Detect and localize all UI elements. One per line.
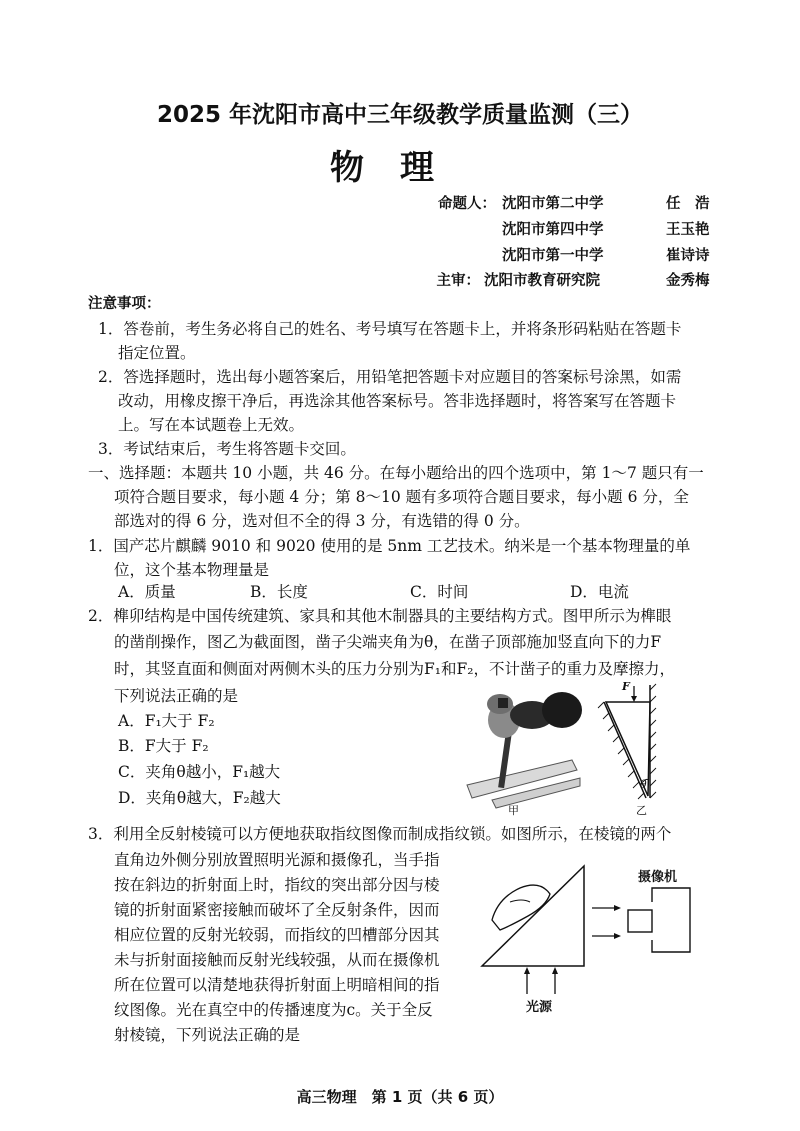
q1-option-d: D．电流 xyxy=(570,583,629,601)
reviewer-role: 主审： xyxy=(436,273,480,289)
subject-title: 物理 xyxy=(330,148,470,188)
section-line: 部选对的得 6 分，选对但不全的得 3 分，有选错的得 0 分。 xyxy=(114,512,530,530)
note-line: 1．答卷前，考生务必将自己的姓名、考号填写在答题卡上，并将条形码粘贴在答题卡 xyxy=(98,320,682,338)
q1-option-c: C．时间 xyxy=(410,583,469,601)
note-line: 上。写在本试题卷上无效。 xyxy=(118,416,305,434)
question-2-stem: 的凿削操作，图乙为截面图，凿子尖端夹角为θ，在凿子顶部施加竖直向下的力F xyxy=(114,633,662,651)
figure-jia-photo xyxy=(462,690,582,815)
author-name: 王玉艳 xyxy=(666,222,710,238)
section-line: 项符合题目要求，每小题 4 分；第 8～10 题有多项符合题目要求，每小题 6 分，全 xyxy=(114,488,689,506)
camera-label: 摄像机 xyxy=(638,870,678,885)
note-line: 改动，用橡皮擦干净后，再选涂其他答案标号。答非选择题时，将答案写在答题卡 xyxy=(118,392,677,410)
q1-option-a: A．质量 xyxy=(118,583,176,601)
question-2-stem: 时，其竖直面和侧面对两侧木头的压力分别为F₁和F₂，不计凿子的重力及摩擦力， xyxy=(114,660,675,678)
question-1-stem: 位，这个基本物理量是 xyxy=(114,561,270,579)
author-name: 任 浩 xyxy=(666,196,710,212)
figure-jia-label: 甲 xyxy=(508,804,519,817)
author-school: 沈阳市第二中学 xyxy=(502,196,604,212)
question-3-stem: 纹图像。光在真空中的传播速度为c。关于全反 xyxy=(114,1001,433,1019)
q2-option-b: B．F大于 F₂ xyxy=(118,737,209,755)
reviewer-school: 沈阳市教育研究院 xyxy=(484,273,600,289)
light-source-label: 光源 xyxy=(526,1000,553,1015)
author-role: 命题人： xyxy=(438,196,496,212)
question-3-stem: 所在位置可以清楚地获得折射面上明暗相间的指 xyxy=(114,976,440,994)
question-3-stem: 射棱镜，下列说法正确的是 xyxy=(114,1026,301,1044)
question-3-stem: 按在斜边的折射面上时，指纹的突出部分因与棱 xyxy=(114,876,440,894)
question-2-stem: 下列说法正确的是 xyxy=(114,687,239,705)
angle-label: θ xyxy=(640,778,647,791)
author-school: 沈阳市第一中学 xyxy=(502,248,604,264)
q2-option-d: D．夹角θ越大，F₂越大 xyxy=(118,789,281,807)
page-footer: 高三物理 第 1 页（共 6 页） xyxy=(296,1088,504,1106)
exam-title: 2025 年沈阳市高中三年级教学质量监测（三） xyxy=(156,102,644,128)
q2-option-a: A．F₁大于 F₂ xyxy=(118,712,215,730)
section-heading: 一、选择题：本题共 10 小题，共 46 分。在每小题给出的四个选项中，第 1～7 题只有一 xyxy=(88,464,704,482)
question-3-stem: 3．利用全反射棱镜可以方便地获取指纹图像而制成指纹锁。如图所示，在棱镜的两个 xyxy=(88,825,672,843)
notes-heading: 注意事项： xyxy=(88,296,161,312)
note-line: 指定位置。 xyxy=(118,344,196,362)
q2-option-c: C．夹角θ越小，F₁越大 xyxy=(118,763,281,781)
reviewer-name: 金秀梅 xyxy=(666,273,710,289)
question-2-stem: 2．榫卯结构是中国传统建筑、家具和其他木制器具的主要结构方式。图甲所示为榫眼 xyxy=(88,607,672,625)
question-1-stem: 1．国产芯片麒麟 9010 和 9020 使用的是 5nm 工艺技术。纳米是一个基本物理量的单 xyxy=(88,537,691,555)
figure-yi-diagram xyxy=(596,680,676,815)
question-3-stem: 直角边外侧分别放置照明光源和摄像孔，当手指 xyxy=(114,851,440,869)
force-label: F xyxy=(622,680,630,693)
question-3-stem: 相应位置的反射光较弱，而指纹的凹槽部分因其 xyxy=(114,926,440,944)
question-3-stem: 镜的折射面紧密接触而破坏了全反射条件，因而 xyxy=(114,901,440,919)
note-line: 3．考试结束后，考生将答题卡交回。 xyxy=(98,440,356,458)
figure-yi-label: 乙 xyxy=(636,804,647,817)
q1-option-b: B．长度 xyxy=(250,583,308,601)
author-school: 沈阳市第四中学 xyxy=(502,222,604,238)
note-line: 2．答选择题时，选出每小题答案后，用铅笔把答题卡对应题目的答案标号涂黑，如需 xyxy=(98,368,682,386)
question-3-stem: 未与折射面接触而反射光线较强，从而在摄像机 xyxy=(114,951,440,969)
author-name: 崔诗诗 xyxy=(666,248,710,264)
